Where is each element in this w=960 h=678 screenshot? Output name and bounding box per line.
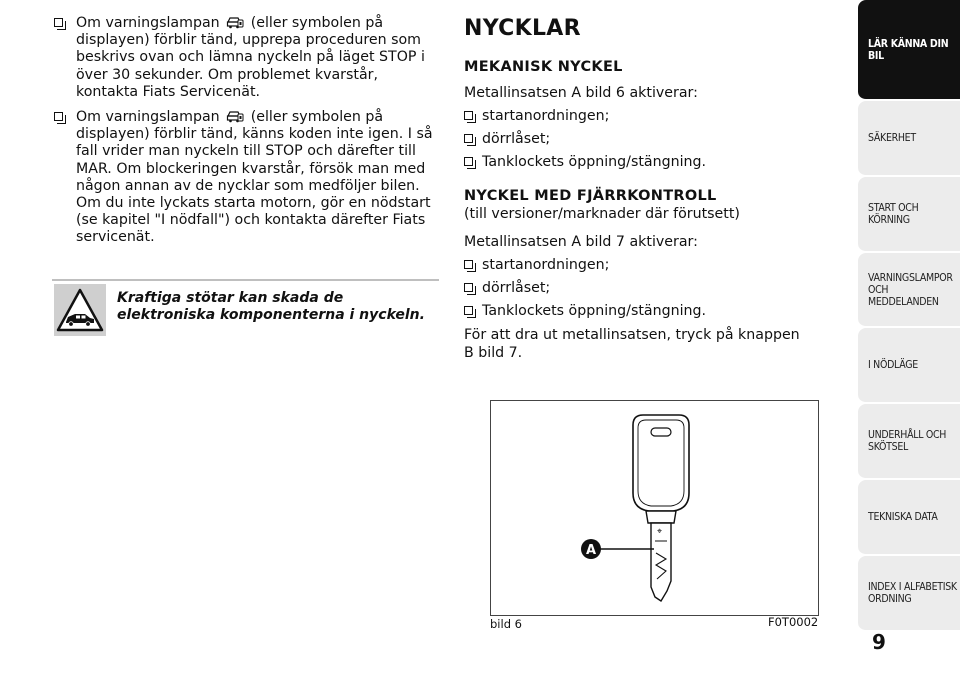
checkbox-bullet-icon bbox=[54, 18, 66, 30]
checkbox-bullet-icon bbox=[54, 112, 66, 124]
tab-lar-kanna-din-bil[interactable]: LÄR KÄNNA DIN BIL bbox=[858, 0, 960, 100]
release-instruction: För att dra ut metallinsatsen, tryck på knappen B bild 7. bbox=[464, 327, 800, 361]
tab-underhall-och-skotsel[interactable]: UNDERHÅLL OCH SKÖTSEL bbox=[858, 404, 960, 479]
mechanical-key-intro: Metallinsatsen A bild 6 aktiverar: bbox=[464, 85, 698, 101]
list-item: dörrlåset; bbox=[464, 279, 834, 297]
mechanical-key-illustration bbox=[491, 401, 818, 615]
checkbox-bullet-icon bbox=[464, 260, 476, 272]
list-item: Tanklockets öppning/stängning. bbox=[464, 153, 834, 171]
para2-after: (eller symbolen på displayen) förblir tänd, känns koden inte igen. I så fall vrider man nyckeln till STOP och därefter till MAR. Om blockeringen kvarstår, försök man med någon annan av de nycklar som medföljer bilen. Om du inte lyckats starta motorn, gör en nödstart (se kapitel "I nödfall") och kontakta därefter Fiats servicenät. bbox=[76, 109, 433, 246]
checkbox-bullet-icon bbox=[464, 283, 476, 295]
section-title: NYCKLAR bbox=[464, 16, 581, 41]
mechanical-key-heading: MEKANISK NYCKEL bbox=[464, 59, 623, 75]
remote-key-subtitle: (till versioner/marknader där förutsett) bbox=[464, 206, 740, 222]
figure-code: F0T0002 bbox=[768, 615, 819, 629]
tab-i-nodlage[interactable]: I NÖDLÄGE bbox=[858, 328, 960, 403]
remote-key-intro: Metallinsatsen A bild 7 aktiverar: bbox=[464, 234, 698, 250]
tab-varningslampor[interactable]: VARNINGSLAMPOR OCH MEDDELANDEN bbox=[858, 253, 960, 327]
left-column bbox=[52, 14, 442, 254]
bullet-paragraph-1 bbox=[52, 14, 442, 101]
section-divider bbox=[52, 279, 439, 281]
page-number: 9 bbox=[872, 630, 886, 654]
bullet-paragraph-2 bbox=[52, 108, 442, 247]
key-figure bbox=[490, 400, 819, 616]
immobilizer-warning-icon bbox=[226, 14, 244, 30]
para1-after: (eller symbolen på displayen) förblir tänd, upprepa proceduren som beskrivs ovan och lämna nyckeln på läget STOP i över 30 sekunder. Om problemet kvarstår, kontakta Fiats Servicenät. bbox=[76, 15, 425, 100]
checkbox-bullet-icon bbox=[464, 306, 476, 318]
list-item: Tanklockets öppning/stängning. bbox=[464, 302, 834, 320]
tab-tekniska-data[interactable]: TEKNISKA DATA bbox=[858, 480, 960, 555]
tab-sakerhet[interactable]: SÄKERHET bbox=[858, 101, 960, 176]
para2-before: Om varningslampan bbox=[76, 109, 220, 126]
remote-key-heading: NYCKEL MED FJÄRRKONTROLL bbox=[464, 188, 717, 204]
immobilizer-warning-icon bbox=[226, 108, 244, 124]
svg-text:⌖: ⌖ bbox=[657, 527, 663, 537]
warning-text: Kraftiga stötar kan skada de elektroniska komponenterna i nyckeln. bbox=[117, 290, 425, 323]
car-impact-warning-icon bbox=[54, 284, 106, 336]
list-item: startanordningen; bbox=[464, 107, 834, 125]
tab-index[interactable]: INDEX I ALFABETISK ORDNING bbox=[858, 556, 960, 631]
list-item: startanordningen; bbox=[464, 256, 834, 274]
checkbox-bullet-icon bbox=[464, 111, 476, 123]
right-column bbox=[464, 16, 834, 362]
callout-label-a: A bbox=[585, 543, 597, 558]
tab-start-och-korning[interactable]: START OCH KÖRNING bbox=[858, 177, 960, 252]
checkbox-bullet-icon bbox=[464, 134, 476, 146]
checkbox-bullet-icon bbox=[464, 157, 476, 169]
chapter-tabs bbox=[858, 0, 960, 678]
figure-caption: bild 6 bbox=[490, 617, 522, 631]
para1-before: Om varningslampan bbox=[76, 15, 220, 31]
list-item: dörrlåset; bbox=[464, 130, 834, 148]
